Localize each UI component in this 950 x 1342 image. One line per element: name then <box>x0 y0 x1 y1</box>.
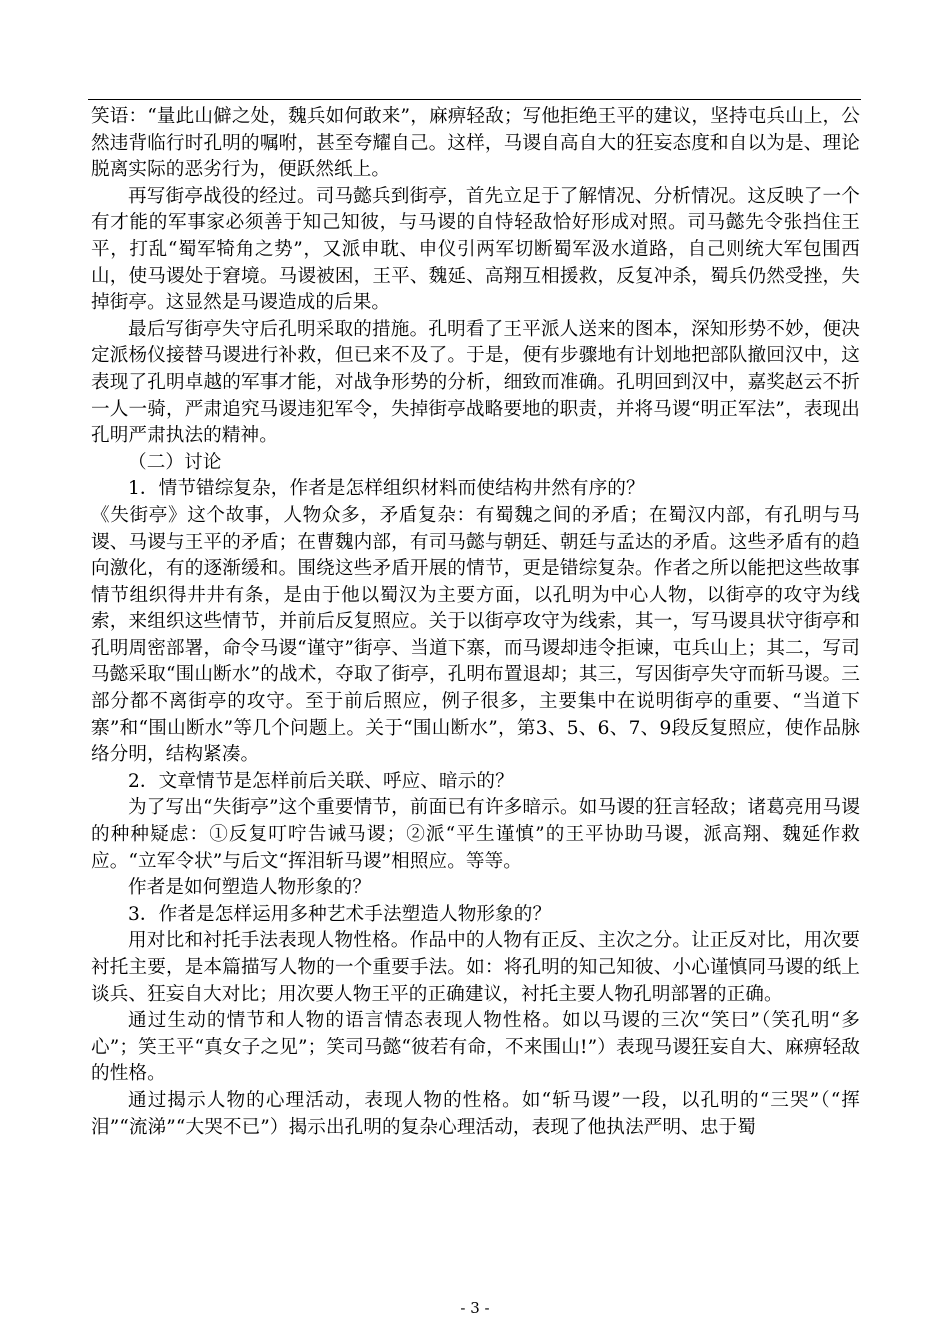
paragraph: 笑语：“量此山僻之处，魏兵如何敢来”，麻痹轻敌；写他拒绝王平的建议，坚持屯兵山上，公然违背临行时孔明的嘱咐，甚至夸耀自己。这样，马谡自高自大的狂妄态度和自以为是、理论脱离实际的恶劣行为，便跃然纸上。 <box>91 106 860 181</box>
paragraph: 通过揭示人物的心理活动，表现人物的性格。如“斩马谡”一段，以孔明的“三哭”（“挥泪”“流涕”“大哭不已”）揭示出孔明的复杂心理活动，表现了他执法严明、忠于蜀 <box>91 1089 860 1138</box>
section-heading: （二）讨论 <box>128 451 222 473</box>
discussion-question: 2．文章情节是怎样前后关联、呼应、暗示的？ <box>128 770 514 792</box>
paragraph: 用对比和衬托手法表现人物性格。作品中的人物有正反、主次之分。让正反对比，用次要衬托主要，是本篇描写人物的一个重要手法。如：将孔明的知己知彼、小心谨慎同马谡的纸上谈兵、狂妄自大对比；用次要人物王平的正确建议，衬托主要人物孔明部署的正确。 <box>91 930 860 1005</box>
page-number: - 3 - <box>460 1299 490 1317</box>
header-rule <box>88 99 861 100</box>
paragraph: 最后写街亭失守后孔明采取的措施。孔明看了王平派人送来的图本，深知形势不妙，便决定派杨仪接替马谡进行补救，但已来不及了。于是，便有步骤地有计划地把部队撤回汉中，这表现了孔明卓越的军事才能，对战争形势的分析，细致而准确。孔明回到汉中，嘉奖赵云不折一人一骑，严肃追究马谡违犯军令，失掉街亭战略要地的职责，并将马谡“明正军法”，表现出孔明严肃执法的精神。 <box>91 318 860 447</box>
discussion-question: 3．作者是怎样运用多种艺术手法塑造人物形象的？ <box>128 903 552 925</box>
paragraph: 再写街亭战役的经过。司马懿兵到街亭，首先立足于了解情况、分析情况。这反映了一个有才能的军事家必须善于知己知彼，与马谡的自恃轻敌恰好形成对照。司马懿先令张挡住王平，打乱“蜀军犄角之势”，又派申耽、申仪引两军切断蜀军汲水道路，自己则统大军包围西山，使马谡处于窘境。马谡被困，王平、魏延、高翔互相援救，反复冲杀，蜀兵仍然受挫，失掉街亭。这显然是马谡造成的后果。 <box>91 185 860 314</box>
body-text <box>91 104 860 1141</box>
paragraph: 为了写出“失街亭”这个重要情节，前面已有许多暗示。如马谡的狂言轻敌；诸葛亮用马谡的种种疑虑：①反复叮咛告诫马谡；②派“平生谨慎”的王平协助马谡，派高翔、魏延作救应。“立军令状”与后文“挥泪斩马谡”相照应。等等。 <box>91 797 860 872</box>
paragraph: 作者是如何塑造人物形象的？ <box>128 877 372 899</box>
discussion-question: 1．情节错综复杂，作者是怎样组织材料而使结构井然有序的？ <box>128 478 645 500</box>
paragraph: 通过生动的情节和人物的语言情态表现人物性格。如以马谡的三次“笑曰”（笑孔明“多心”；笑王平“真女子之见”；笑司马懿“彼若有命，不来围山!”）表现马谡狂妄自大、麻痹轻敌的性格。 <box>91 1010 860 1085</box>
paragraph: 《失街亭》这个故事，人物众多，矛盾复杂：有蜀魏之间的矛盾；在蜀汉内部，有孔明与马谡、马谡与王平的矛盾；在曹魏内部，有司马懿与朝廷、朝廷与孟达的矛盾。这些矛盾有的趋向激化，有的逐渐缓和。围绕这些矛盾开展的情节，更是错综复杂。作者之所以能把这些故事情节组织得井井有条，是由于他以蜀汉为主要方面，以孔明为中心人物，以街亭的攻守为线索，来组织这些情节，并前后反复照应。关于以街亭攻守为线索，其一，写马谡具状守街亭和孔明周密部署，命令马谡“谨守”街亭、当道下寨，而马谡却违令拒谏，屯兵山上；其二，写司马懿采取“围山断水”的战术，夺取了街亭，孔明布置退却；其三，写因街亭失守而斩马谡。三部分都不离街亭的攻守。至于前后照应，例子很多，主要集中在说明街亭的重要、“当道下寨”和“围山断水”等几个问题上。关于“围山断水”，第3、5、6、7、9段反复照应，使作品脉络分明，结构紧凑。 <box>91 504 860 766</box>
